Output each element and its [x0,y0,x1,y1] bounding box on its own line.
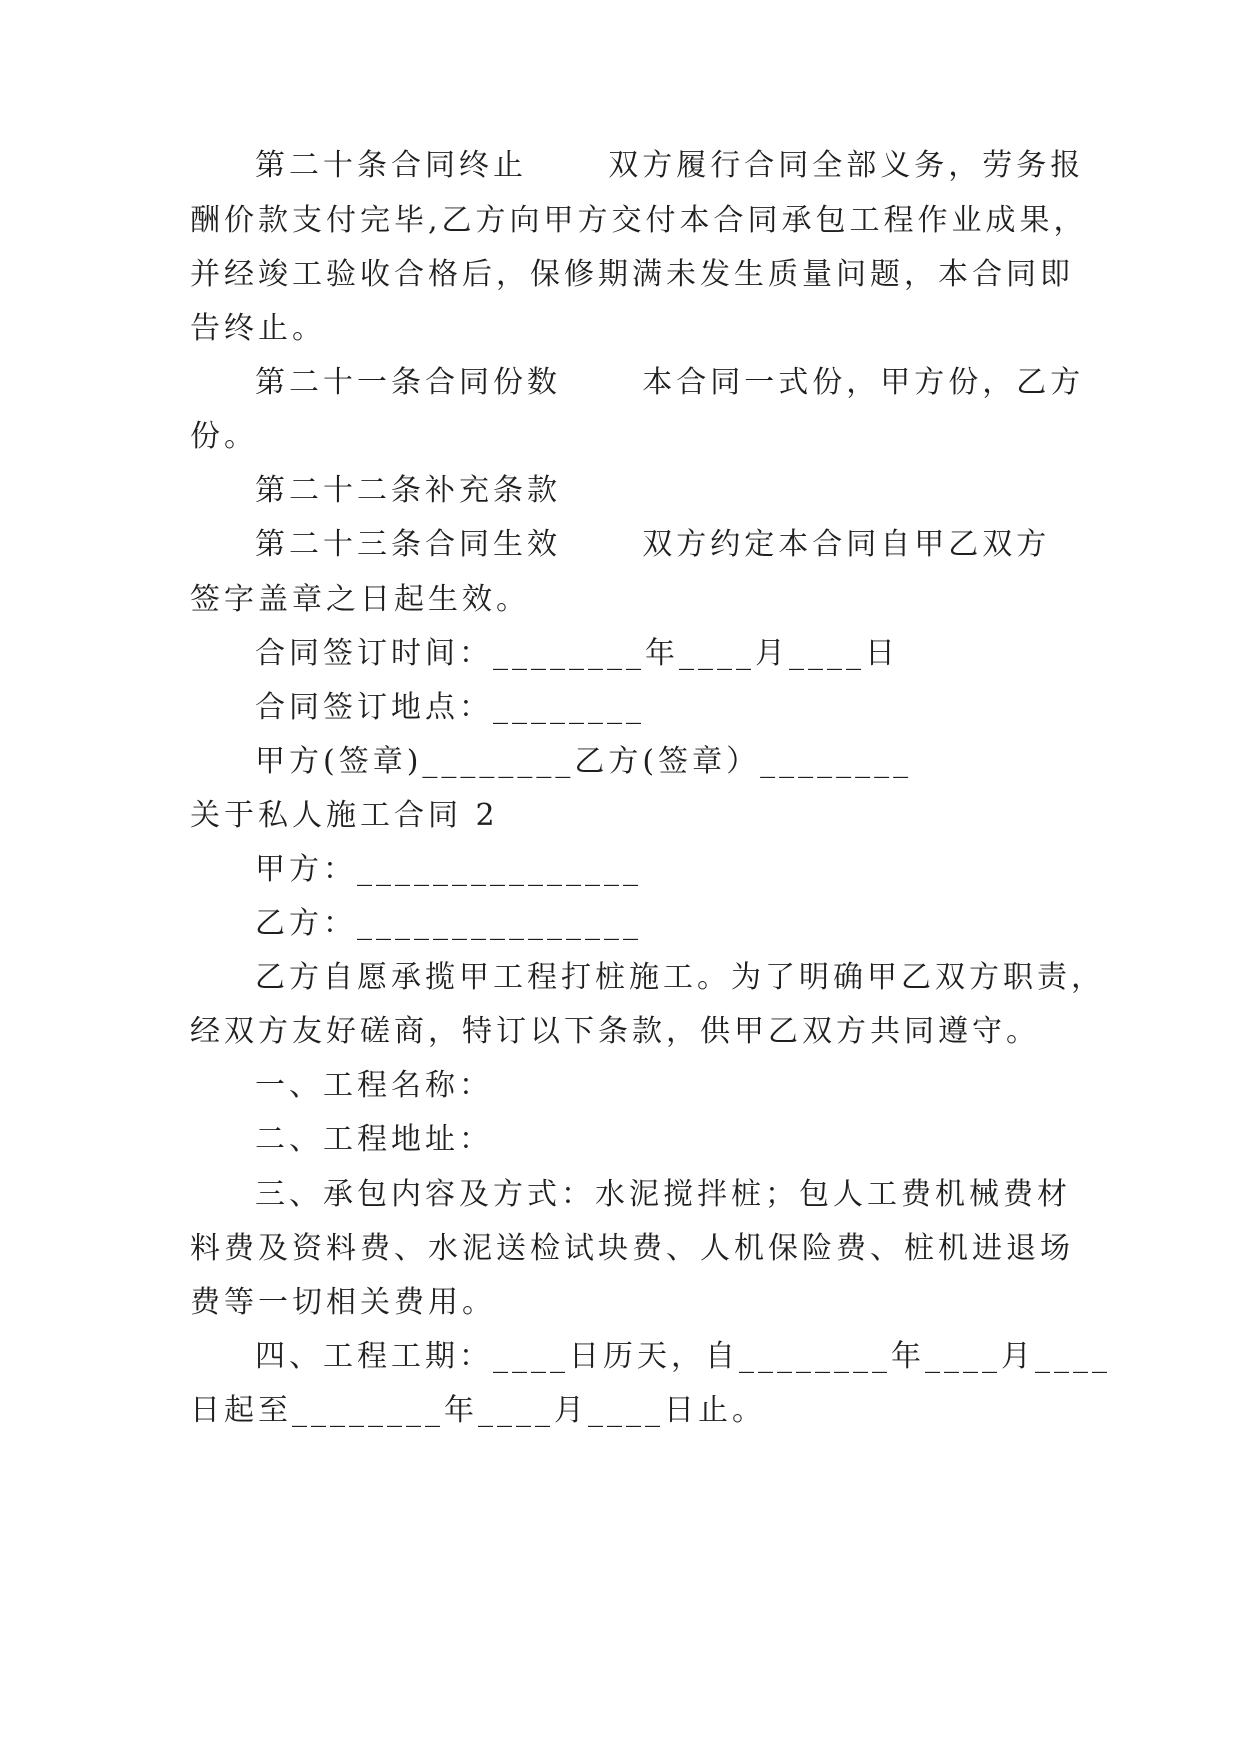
project-name-line: 一、工程名称： [255,1068,493,1103]
signature-line: 甲方(签章)________乙方(签章）________ [255,744,913,779]
clause-23-line-1: 第二十三条合同生效 双方约定本合同自甲乙双方 [255,527,1051,562]
schedule-line-1: 四、工程工期：____日历天，自________年____月____ [255,1339,1111,1374]
clause-21-line-1: 第二十一条合同份数 本合同一式份，甲方份，乙方 [255,365,1085,400]
clause-22-line: 第二十二条补充条款 [255,473,561,508]
contract-2-title: 关于私人施工合同 2 [190,798,499,833]
party-b-line: 乙方：_______________ [255,906,642,941]
scope-line-2: 料费及资料费、水泥送检试块费、人机保险费、桩机进退场 [190,1231,1074,1266]
party-a-line: 甲方：_______________ [255,852,642,887]
clause-20-line-1: 第二十条合同终止 双方履行合同全部义务，劳务报 [255,148,1085,183]
clause-23-line-2: 签字盖章之日起生效。 [190,582,530,617]
scope-line-1: 三、承包内容及方式：水泥搅拌桩；包人工费机械费材 [255,1177,1071,1212]
clause-21-line-2: 份。 [190,419,258,454]
signing-place-line: 合同签订地点：________ [255,690,645,725]
clause-20-line-4: 告终止。 [190,311,326,346]
schedule-line-2: 日起至________年____月____日止。 [190,1393,766,1428]
intro-line-2: 经双方友好磋商，特订以下条款，供甲乙双方共同遵守。 [190,1014,1040,1049]
intro-line-1: 乙方自愿承揽甲工程打桩施工。为了明确甲乙双方职责， [255,960,1105,995]
signing-date-line: 合同签订时间：________年____月____日 [255,636,899,671]
project-address-line: 二、工程地址： [255,1122,493,1157]
scope-line-3: 费等一切相关费用。 [190,1285,496,1320]
clause-20-line-2: 酬价款支付完毕,乙方向甲方交付本合同承包工程作业成果， [190,203,1088,238]
clause-20-line-3: 并经竣工验收合格后，保修期满未发生质量问题，本合同即 [190,257,1074,292]
